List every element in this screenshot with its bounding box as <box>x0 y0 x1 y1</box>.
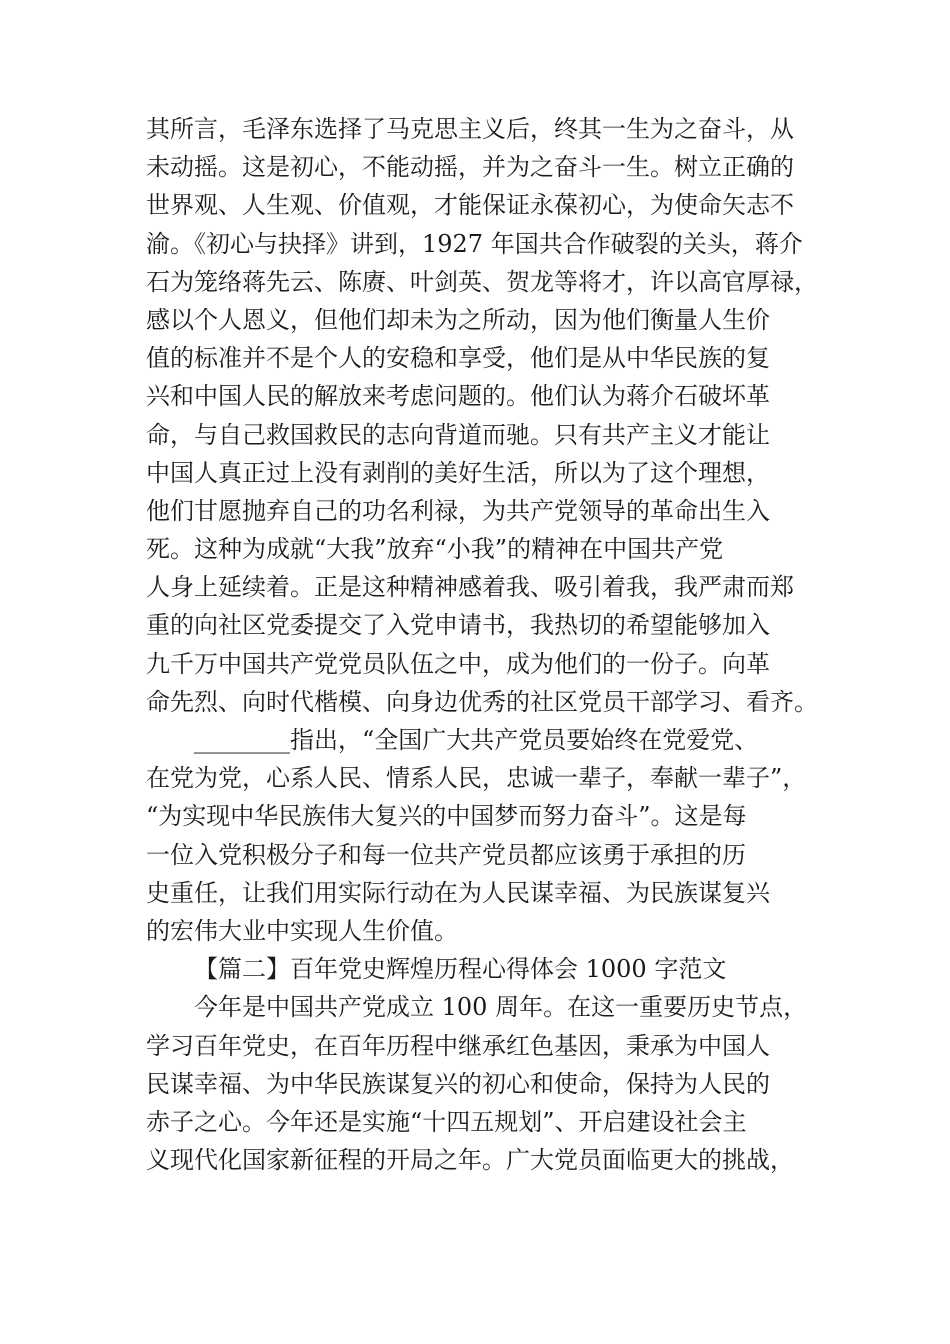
text-line: 世界观、人生观、价值观，才能保证永葆初心，为使命矢志不 <box>146 191 794 220</box>
text-line: 未动摇。这是初心，不能动摇，并为之奋斗一生。树立正确的 <box>146 153 794 182</box>
text-line: 石为笼络蒋先云、陈赓、叶剑英、贺龙等将才，许以高官厚禄， <box>146 267 818 296</box>
section-heading: 【篇二】百年党史辉煌历程心得体会 1000 字范文 <box>194 955 727 984</box>
text-line: 赤子之心。今年还是实施“十四五规划”、开启建设社会主 <box>146 1107 747 1136</box>
text-line: 死。这种为成就“大我”放弃“小我”的精神在中国共产党 <box>146 535 724 564</box>
text-line: 学习百年党史，在百年历程中继承红色基因，秉承为中国人 <box>146 1031 770 1060</box>
body-text <box>146 110 826 1179</box>
text-line: 值的标准并不是个人的安稳和享受，他们是从中华民族的复 <box>146 344 770 373</box>
text-line: 其所言，毛泽东选择了马克思主义后，终其一生为之奋斗，从 <box>146 115 794 143</box>
text-line: 命先烈、向时代楷模、向身边优秀的社区党员干部学习、看齐。 <box>146 687 818 716</box>
text-line: 渝。《初心与抉择》讲到，1927 年国共合作破裂的关头，蒋介 <box>146 229 803 258</box>
text-line: 九千万中国共产党党员队伍之中，成为他们的一份子。向革 <box>146 649 770 678</box>
text-line: “为实现中华民族伟大复兴的中国梦而努力奋斗”。这是每 <box>146 802 747 831</box>
text-line: 今年是中国共产党成立 100 周年。在这一重要历史节点， <box>194 993 808 1022</box>
text-line: 史重任，让我们用实际行动在为人民谋幸福、为民族谋复兴 <box>146 878 770 907</box>
text-line: 在党为党，心系人民、情系人民，忠诚一辈子，奉献一辈子”， <box>146 764 807 793</box>
text-line: 重的向社区党委提交了入党申请书，我热切的希望能够加入 <box>146 611 770 640</box>
text-line: 一位入党积极分子和每一位共产党员都应该勇于承担的历 <box>146 840 746 869</box>
text-line: 他们甘愿抛弃自己的功名利禄，为共产党领导的革命出生入 <box>146 496 770 525</box>
text-line: 感以个人恩义，但他们却未为之所动，因为他们衡量人生价 <box>146 305 770 334</box>
text-line: 兴和中国人民的解放来考虑问题的。他们认为蒋介石破坏革 <box>146 382 770 411</box>
text-line: 人身上延续着。正是这种精神感着我、吸引着我，我严肃而郑 <box>146 573 794 602</box>
text-line: 义现代化国家新征程的开局之年。广大党员面临更大的挑战， <box>146 1146 794 1175</box>
text-line: 中国人真正过上没有剥削的美好生活，所以为了这个理想， <box>146 458 770 487</box>
text-line: 的宏伟大业中实现人生价值。 <box>146 916 458 945</box>
text-line: 命，与自己救国救民的志向背道而驰。只有共产主义才能让 <box>146 420 770 449</box>
text-line: 民谋幸福、为中华民族谋复兴的初心和使命，保持为人民的 <box>146 1069 770 1098</box>
text-line: ________指出，“全国广大共产党员要始终在党爱党、 <box>194 726 759 754</box>
